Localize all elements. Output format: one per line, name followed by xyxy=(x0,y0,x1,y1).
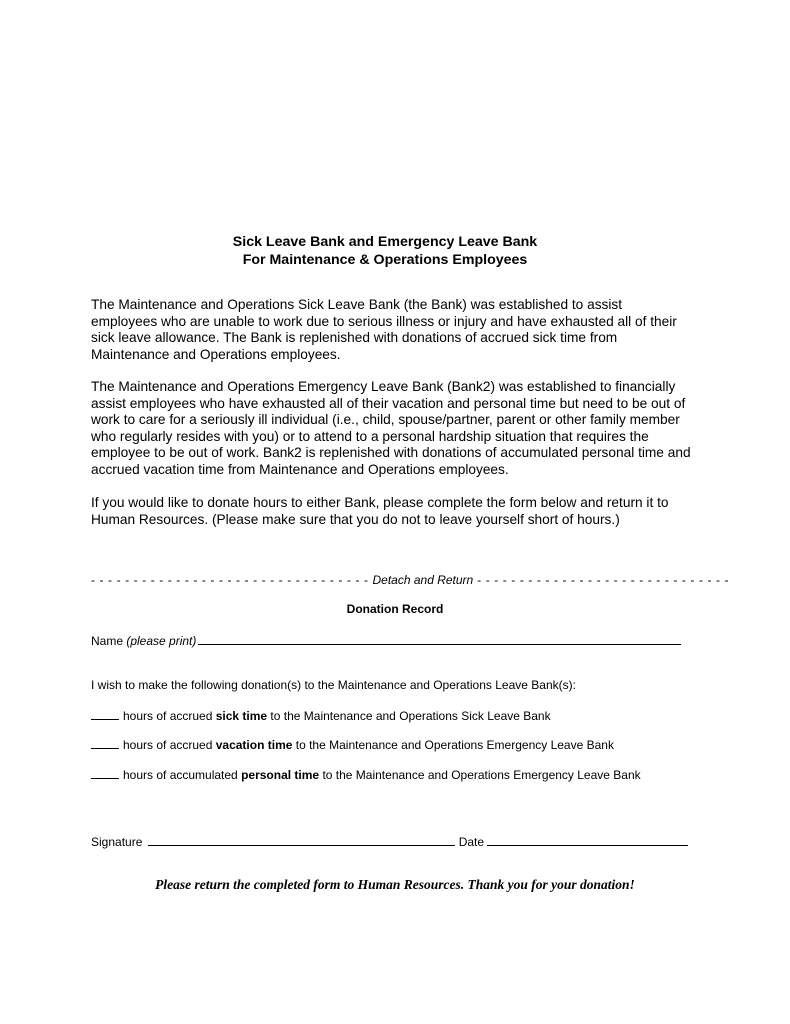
sick-time-donation-row xyxy=(91,707,551,724)
donation-type: sick time xyxy=(215,709,268,723)
document-subtitle: For Maintenance & Operations Employees xyxy=(242,252,528,268)
vacation-time-hours-field[interactable] xyxy=(91,736,119,749)
return-instructions: Please return the completed form to Human Resources. Thank you for your donation! xyxy=(155,877,635,892)
date-label: Date xyxy=(458,835,485,849)
name-row xyxy=(91,632,681,649)
paragraph-line: The Maintenance and Operations Emergency Leave Bank (Bank2) was established to financially xyxy=(91,379,676,394)
paragraph-line: Human Resources. (Please make sure that you do not to leave yourself short of hours.) xyxy=(91,511,620,527)
donation-prefix: hours of accrued xyxy=(123,738,216,752)
date-field[interactable] xyxy=(487,833,688,846)
sick-time-hours-field[interactable] xyxy=(91,707,119,720)
donation-type: vacation time xyxy=(215,738,293,752)
name-field[interactable] xyxy=(198,632,681,645)
document-title: Sick Leave Bank and Emergency Leave Bank xyxy=(232,234,538,250)
donation-suffix: to the Maintenance and Operations Emergency Leave Bank xyxy=(319,768,641,782)
paragraph-line: work to care for a seriously ill individual (i.e., child, spouse/partner, parent or other family member xyxy=(91,412,680,428)
paragraph-line: accrued vacation time from Maintenance and Operations employees. xyxy=(91,461,509,477)
paragraph-line: assist employees who have exhausted all of their vacation and personal time but need to be out of xyxy=(91,395,686,411)
signature-field[interactable] xyxy=(148,833,455,846)
signature-row xyxy=(91,833,688,850)
emergency-leave-bank-paragraph xyxy=(91,379,711,479)
donation-instructions-paragraph xyxy=(91,495,711,528)
paragraph-line: Maintenance and Operations employees. xyxy=(91,346,341,362)
detach-dashes-right: - - - - - - - - - - - - - - - - - - - - - - - - - - - - - - xyxy=(473,573,730,587)
donation-record-title: Donation Record xyxy=(346,602,444,616)
paragraph-line: If you would like to donate hours to either Bank, please complete the form below and return it to xyxy=(91,495,669,510)
detach-line xyxy=(91,573,730,588)
sick-leave-bank-paragraph xyxy=(91,297,711,363)
donation-suffix: to the Maintenance and Operations Emergency Leave Bank xyxy=(292,738,614,752)
paragraph-line: employee to be out of work. Bank2 is replenished with donations of accumulated personal time and xyxy=(91,445,691,461)
detach-label: Detach and Return xyxy=(372,573,474,587)
detach-dashes-left: - - - - - - - - - - - - - - - - - - - - - - - - - - - - - - - - - xyxy=(91,573,373,587)
paragraph-line: employees who are unable to work due to serious illness or injury and have exhausted all of their xyxy=(91,313,677,329)
donation-intro: I wish to make the following donation(s) to the Maintenance and Operations Leave Bank(s): xyxy=(91,678,576,692)
vacation-time-donation-row xyxy=(91,736,614,753)
donation-suffix: to the Maintenance and Operations Sick Leave Bank xyxy=(267,709,551,723)
donation-prefix: hours of accumulated xyxy=(123,768,242,782)
personal-time-donation-row xyxy=(91,766,641,783)
name-label: Name xyxy=(91,634,127,648)
paragraph-line: who regularly resides with you) or to attend to a personal hardship situation that requires the xyxy=(91,428,649,444)
personal-time-hours-field[interactable] xyxy=(91,766,119,779)
signature-label: Signature xyxy=(91,835,146,849)
donation-type: personal time xyxy=(241,768,320,782)
donation-prefix: hours of accrued xyxy=(123,709,216,723)
paragraph-line: sick leave allowance. The Bank is replenished with donations of accrued sick time from xyxy=(91,330,618,346)
name-hint: (please print) xyxy=(126,634,197,648)
paragraph-line: The Maintenance and Operations Sick Leave Bank (the Bank) was established to assist xyxy=(91,297,623,312)
